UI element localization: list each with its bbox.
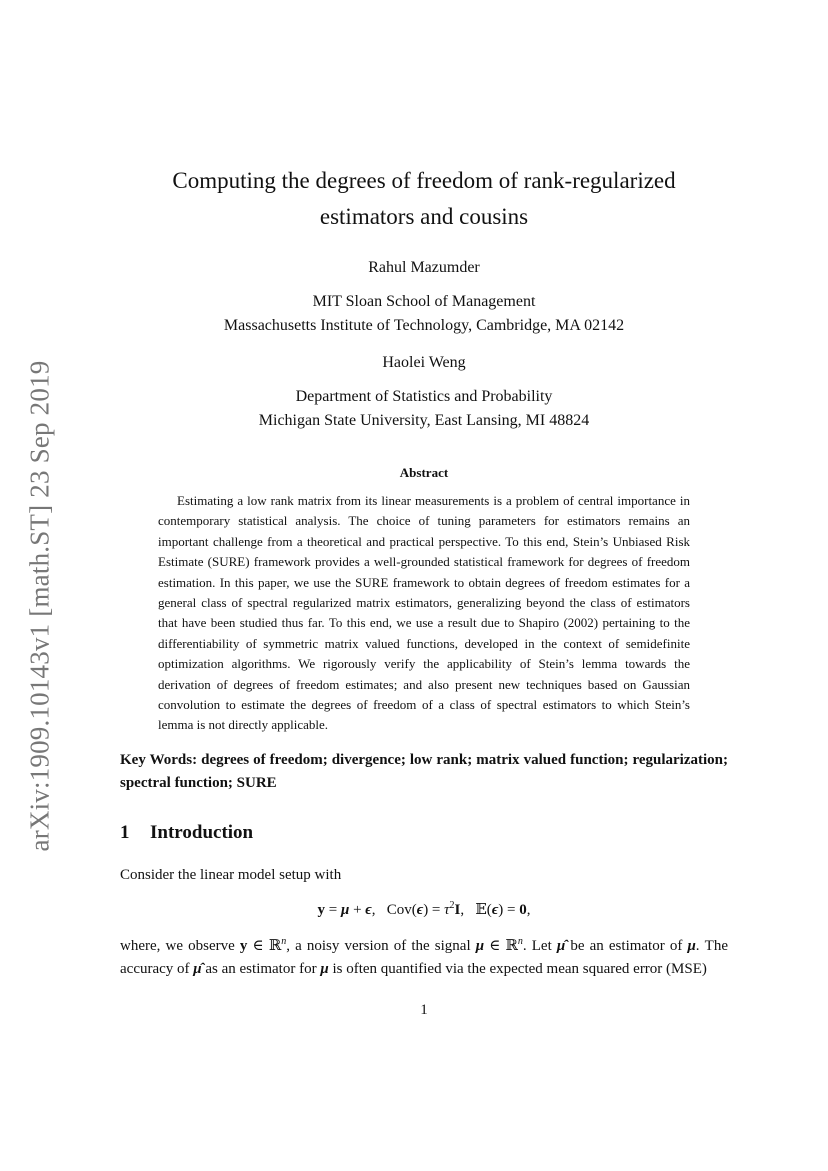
math-superscript: n: [517, 936, 523, 947]
title-line-1: Computing the degrees of freedom of rank-regularized: [172, 168, 676, 193]
author-name: Rahul Mazumder: [368, 259, 480, 276]
eq-text: ,: [526, 902, 531, 918]
text-run: , a noisy version of the signal: [286, 938, 476, 954]
math-symbol: μ̂: [193, 961, 202, 977]
eq-symbol: y: [317, 902, 325, 918]
model-equation: [120, 900, 728, 919]
author-affiliation-line-2: Michigan State University, East Lansing, MI 48824: [258, 412, 590, 429]
paper-title: [120, 163, 728, 235]
math-superscript: n: [281, 936, 287, 947]
eq-symbol: ϵ: [491, 902, 499, 918]
text-run: . The accuracy of: [120, 938, 728, 977]
eq-text: ,: [460, 902, 476, 918]
eq-symbol: τ: [444, 902, 450, 918]
eq-text: =: [325, 902, 341, 918]
page-number: 1: [420, 1002, 428, 1018]
author-block-1: [120, 258, 728, 338]
author-affiliation-line-2: Massachusetts Institute of Technology, Cambridge, MA 02142: [223, 317, 625, 334]
text-run: . Let: [522, 938, 557, 954]
math-symbol: y: [239, 938, 248, 954]
keywords: Key Words: degrees of freedom; divergence; low rank; matrix valued function; regularization; spectral function; SURE: [120, 752, 728, 791]
eq-symbol: μ: [340, 902, 350, 918]
eq-symbol: 0: [519, 902, 527, 918]
text-run: be an estimator of: [565, 938, 688, 954]
author-block-2: [120, 353, 728, 433]
eq-symbol: ϵ: [416, 902, 424, 918]
math-symbol: μ: [687, 938, 696, 954]
eq-text: +: [349, 902, 366, 918]
intro-paragraph-2: [120, 935, 728, 981]
text-run: is often quantified via the expected mean squared error (MSE): [328, 961, 707, 977]
text-run: as an estimator for: [201, 961, 321, 977]
arxiv-identifier-stamp: arXiv:1909.10143v1 [math.ST] 23 Sep 2019: [24, 360, 55, 852]
section-title: Introduction: [150, 822, 254, 843]
eq-superscript: 2: [449, 900, 455, 911]
eq-text: ) =: [498, 902, 520, 918]
eq-text: 𝔼(: [475, 902, 492, 918]
eq-text: ) =: [423, 902, 445, 918]
title-line-2: estimators and cousins: [319, 204, 529, 229]
eq-symbol: ϵ: [365, 902, 372, 918]
math-symbol: μ: [475, 938, 485, 954]
abstract-heading: Abstract: [399, 465, 449, 480]
section-heading: [120, 822, 253, 844]
eq-symbol: I: [454, 902, 461, 918]
math-symbol: μ: [320, 961, 329, 977]
intro-paragraph-1: Consider the linear model setup with: [120, 867, 342, 883]
text-run: ∈ ℝ: [247, 938, 282, 954]
author-affiliation-line-1: MIT Sloan School of Management: [312, 293, 536, 310]
text-run: ∈ ℝ: [484, 938, 518, 954]
author-name: Haolei Weng: [382, 354, 466, 371]
math-symbol: μ̂: [556, 938, 566, 954]
section-number: 1: [120, 822, 130, 843]
author-affiliation-line-1: Department of Statistics and Probability: [295, 388, 553, 405]
eq-text: ,: [371, 902, 387, 918]
abstract-text: Estimating a low rank matrix from its linear measurements is a problem of central importance in contemporary statistical analysis. The choice of tuning parameters for estimators remains an important challenge from a theoretical and practical perspective. To this end, Stein’s Unbiased Risk Estimate (SURE) framework provides a well-grounded statistical framework for degrees of freedom estimation. In this paper, we use the SURE framework to obtain degrees of freedom estimates for a general class of spectral regularized matrix estimators, generalizing beyond the class of estimators that have been studied thus far. To this end, we use a result due to Shapiro (2002) pertaining to the differentiability of symmetric matrix valued functions, developed in the context of semidefinite optimization algorithms. We rigorously verify the applicability of Stein’s lemma towards the derivation of degrees of freedom estimates; and also present new techniques based on Gaussian convolution to estimate the degrees of freedom of a class of spectral estimators to which Stein’s lemma is not directly applicable.: [158, 493, 690, 733]
eq-text: Cov(: [386, 902, 417, 918]
text-run: where, we observe: [120, 938, 240, 954]
